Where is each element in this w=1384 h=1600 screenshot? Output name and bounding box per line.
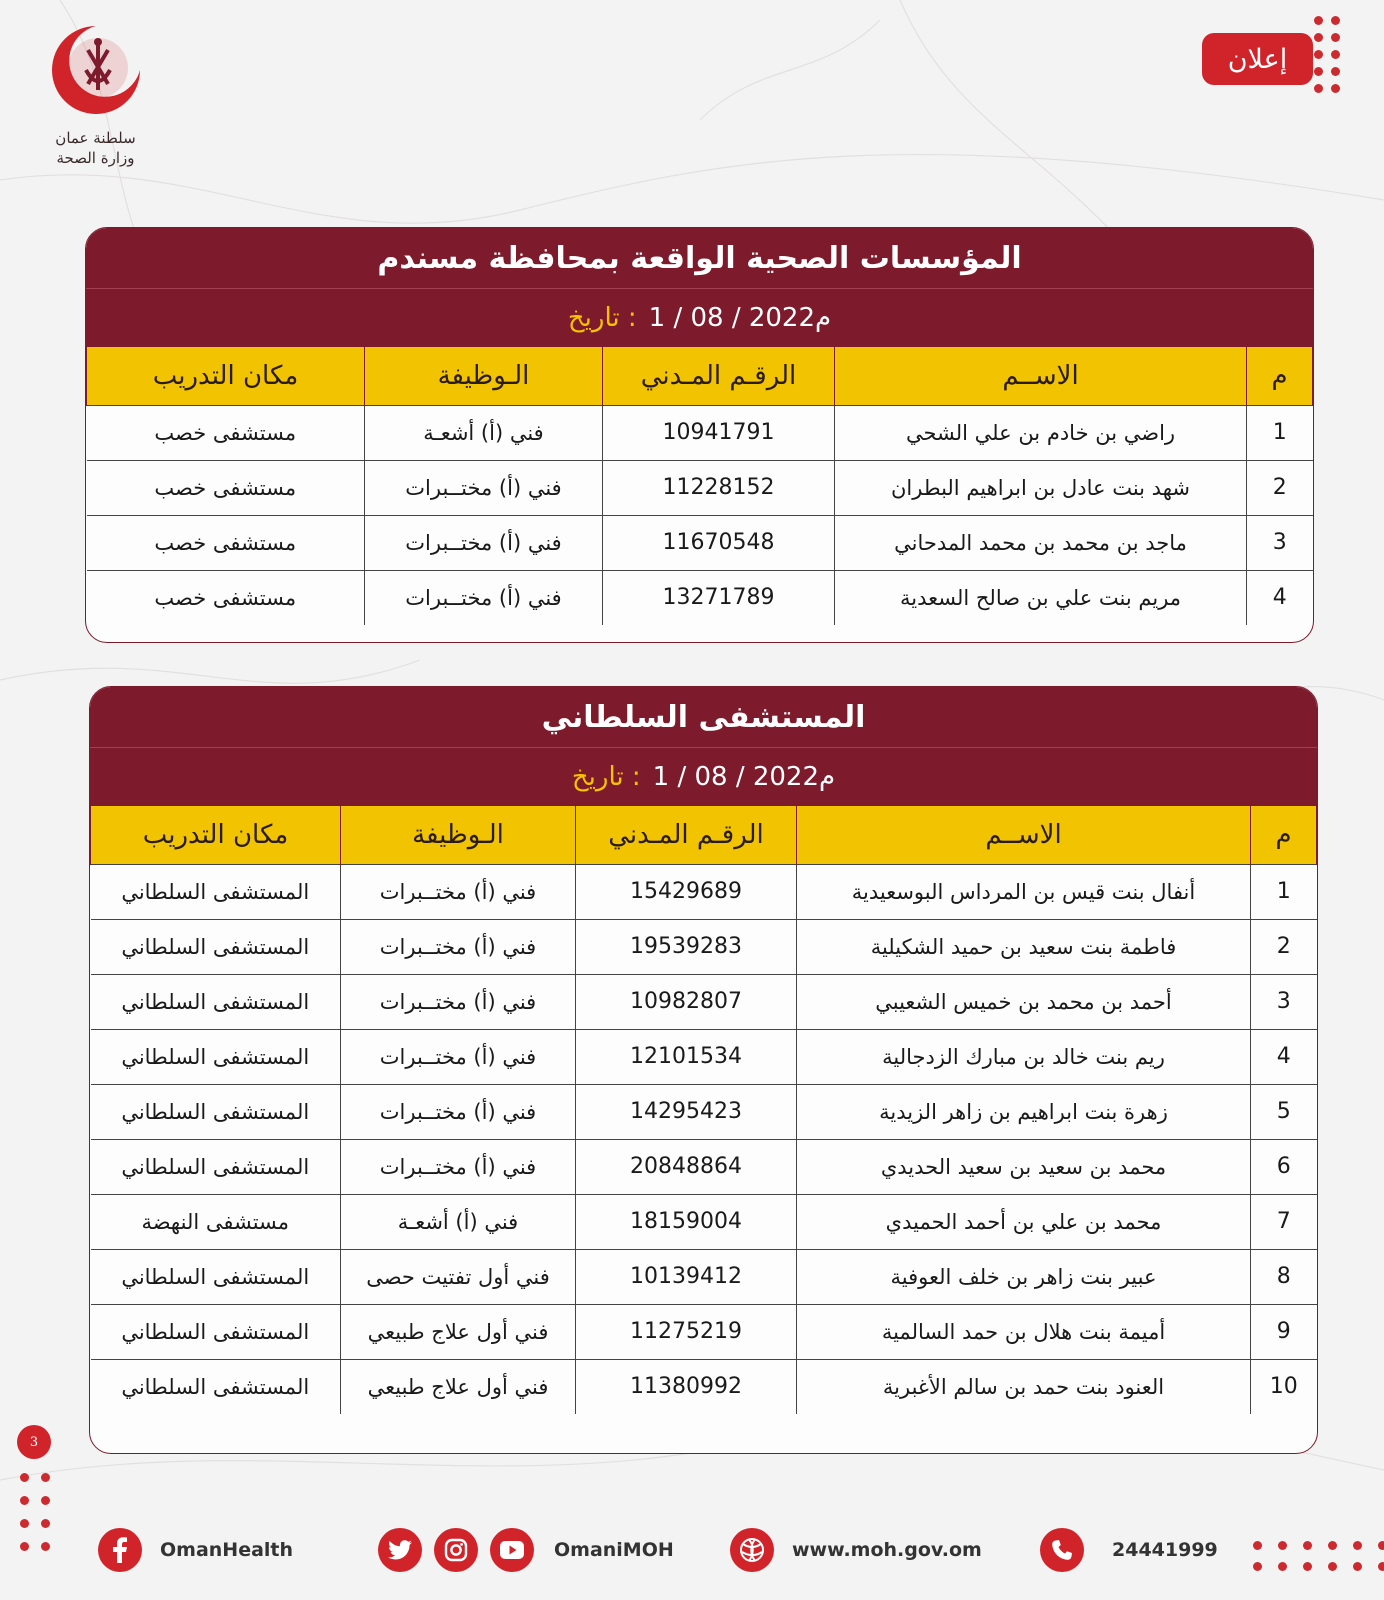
- row-number: 4: [1247, 570, 1313, 625]
- globe-icon: [730, 1528, 774, 1572]
- table-row: [87, 405, 1313, 460]
- job-title: فني (أ) أشعـة: [365, 405, 603, 460]
- training-place: المستشفى السلطاني: [91, 1359, 341, 1414]
- job-title: فني (أ) مختــبرات: [365, 460, 603, 515]
- applicant-name: أنفال بنت قيس بن المرداس البوسعيدية: [797, 864, 1251, 919]
- training-place: مستشفى خصب: [87, 570, 365, 625]
- table-row: [91, 1029, 1317, 1084]
- civil-id: 15429689: [576, 864, 797, 919]
- col-header-num: م: [1251, 806, 1317, 864]
- table-row: [91, 1194, 1317, 1249]
- civil-id: 11228152: [603, 460, 835, 515]
- dot-pattern-bottom-left: [20, 1473, 50, 1551]
- row-number: 1: [1251, 864, 1317, 919]
- civil-id: 19539283: [576, 919, 797, 974]
- applicant-name: شهد بنت عادل بن ابراهيم البطران: [835, 460, 1247, 515]
- row-number: 1: [1247, 405, 1313, 460]
- row-number: 8: [1251, 1249, 1317, 1304]
- applicant-name: محمد بن سعيد بن سعيد الحديدي: [797, 1139, 1251, 1194]
- training-place: مستشفى النهضة: [91, 1194, 341, 1249]
- job-title: فني أول تفتيت حصى: [341, 1249, 576, 1304]
- table-row: [91, 919, 1317, 974]
- row-number: 7: [1251, 1194, 1317, 1249]
- applicant-name: فاطمة بنت سعيد بن حميد الشكيلية: [797, 919, 1251, 974]
- applicant-name: أميمة بنت هلال بن حمد السالمية: [797, 1304, 1251, 1359]
- dot-pattern-bottom-right: [1253, 1541, 1384, 1571]
- applicant-name: ريم بنت خالد بن مبارك الزدجالية: [797, 1029, 1251, 1084]
- social-handle[interactable]: OmaniMOH: [554, 1539, 674, 1561]
- phone-number: 24441999: [1112, 1539, 1218, 1561]
- applicant-name: محمد بن علي بن أحمد الحميدي: [797, 1194, 1251, 1249]
- row-number: 4: [1251, 1029, 1317, 1084]
- job-title: فني (أ) مختــبرات: [341, 974, 576, 1029]
- crescent-emblem-icon: [46, 20, 146, 120]
- facebook-handle: OmanHealth: [160, 1539, 294, 1561]
- table-row: [91, 1139, 1317, 1194]
- date-label: تاريخ :: [567, 303, 637, 333]
- applicant-name: زهرة بنت ابراهيم بن زاهر الزيدية: [797, 1084, 1251, 1139]
- table-row: [91, 1304, 1317, 1359]
- job-title: فني أول علاج طبيعي: [341, 1304, 576, 1359]
- row-number: 9: [1251, 1304, 1317, 1359]
- col-header-num: م: [1247, 347, 1313, 405]
- civil-id: 20848864: [576, 1139, 797, 1194]
- youtube-icon[interactable]: [490, 1528, 534, 1572]
- civil-id: 10139412: [576, 1249, 797, 1304]
- table-row: [91, 1249, 1317, 1304]
- training-place: مستشفى خصب: [87, 515, 365, 570]
- applicant-name: راضي بن خادم بن علي الشحي: [835, 405, 1247, 460]
- phone-icon: [1040, 1528, 1084, 1572]
- civil-id: 11275219: [576, 1304, 797, 1359]
- col-header-name: الاســم: [835, 347, 1247, 405]
- civil-id: 11380992: [576, 1359, 797, 1414]
- logo-line-1: سلطنة عمان: [55, 129, 136, 147]
- table-row: [87, 460, 1313, 515]
- training-place: المستشفى السلطاني: [91, 1139, 341, 1194]
- training-place: المستشفى السلطاني: [91, 1029, 341, 1084]
- table-row: [91, 1084, 1317, 1139]
- table-row: [87, 515, 1313, 570]
- moh-logo: [28, 20, 163, 180]
- footer-phone[interactable]: [1040, 1528, 1218, 1572]
- row-number: 6: [1251, 1139, 1317, 1194]
- applicant-name: العنود بنت حمد بن سالم الأغبرية: [797, 1359, 1251, 1414]
- date-value: 1 / 08 / 2022م: [652, 762, 836, 792]
- row-number: 5: [1251, 1084, 1317, 1139]
- job-title: فني (أ) مختــبرات: [365, 515, 603, 570]
- training-place: المستشفى السلطاني: [91, 864, 341, 919]
- job-title: فني (أ) مختــبرات: [341, 919, 576, 974]
- dot-pattern-top-right: [1314, 16, 1340, 93]
- row-number: 3: [1247, 515, 1313, 570]
- date-label: تاريخ :: [571, 762, 641, 792]
- job-title: فني (أ) مختــبرات: [341, 1139, 576, 1194]
- training-place: مستشفى خصب: [87, 405, 365, 460]
- applicant-name: ماجد بن محمد بن محمد المدحاني: [835, 515, 1247, 570]
- table-header-row: [91, 806, 1317, 864]
- job-title: فني (أ) مختــبرات: [365, 570, 603, 625]
- table-card-royal-hospital: [89, 686, 1318, 1454]
- logo-line-2: وزارة الصحة: [56, 149, 135, 167]
- col-header-name: الاســم: [797, 806, 1251, 864]
- job-title: فني (أ) مختــبرات: [341, 1029, 576, 1084]
- job-title: فني أول علاج طبيعي: [341, 1359, 576, 1414]
- training-place: مستشفى خصب: [87, 460, 365, 515]
- page-number: 3: [17, 1425, 51, 1459]
- col-header-civil-id: الرقـم المـدني: [576, 806, 797, 864]
- row-number: 2: [1247, 460, 1313, 515]
- job-title: فني (أ) أشعـة: [341, 1194, 576, 1249]
- col-header-place: مكان التدريب: [91, 806, 341, 864]
- announcement-badge: إعلان: [1202, 33, 1313, 85]
- training-place: المستشفى السلطاني: [91, 974, 341, 1029]
- job-title: فني (أ) مختــبرات: [341, 864, 576, 919]
- training-place: المستشفى السلطاني: [91, 919, 341, 974]
- training-place: المستشفى السلطاني: [91, 1084, 341, 1139]
- applicant-name: عبير بنت زاهر بن خلف العوفية: [797, 1249, 1251, 1304]
- footer-website[interactable]: [730, 1528, 982, 1572]
- col-header-job: الـوظيفة: [365, 347, 603, 405]
- training-place: المستشفى السلطاني: [91, 1249, 341, 1304]
- table-row: [91, 1359, 1317, 1414]
- applicants-table: [90, 806, 1317, 1414]
- col-header-place: مكان التدريب: [87, 347, 365, 405]
- col-header-civil-id: الرقـم المـدني: [603, 347, 835, 405]
- civil-id: 10941791: [603, 405, 835, 460]
- applicant-name: مريم بنت علي بن صالح السعدية: [835, 570, 1247, 625]
- facebook-icon: [98, 1528, 142, 1572]
- table-row: [91, 864, 1317, 919]
- row-number: 2: [1251, 919, 1317, 974]
- footer-facebook[interactable]: [98, 1528, 293, 1572]
- civil-id: 18159004: [576, 1194, 797, 1249]
- row-number: 3: [1251, 974, 1317, 1029]
- col-header-job: الـوظيفة: [341, 806, 576, 864]
- job-title: فني (أ) مختــبرات: [341, 1084, 576, 1139]
- twitter-icon[interactable]: [378, 1528, 422, 1572]
- row-number: 10: [1251, 1359, 1317, 1414]
- civil-id: 14295423: [576, 1084, 797, 1139]
- footer-social: [378, 1528, 674, 1572]
- table-card-musandam: [85, 227, 1314, 643]
- applicants-table: [86, 347, 1313, 625]
- applicant-name: أحمد بن محمد بن خميس الشعيبي: [797, 974, 1251, 1029]
- table-title: المستشفى السلطاني: [90, 687, 1317, 748]
- table-row: [91, 974, 1317, 1029]
- table-date: [86, 289, 1313, 347]
- civil-id: 13271789: [603, 570, 835, 625]
- table-date: [90, 748, 1317, 806]
- civil-id: 11670548: [603, 515, 835, 570]
- table-title: المؤسسات الصحية الواقعة بمحافظة مسندم: [86, 228, 1313, 289]
- table-row: [87, 570, 1313, 625]
- civil-id: 12101534: [576, 1029, 797, 1084]
- civil-id: 10982807: [576, 974, 797, 1029]
- training-place: المستشفى السلطاني: [91, 1304, 341, 1359]
- date-value: 1 / 08 / 2022م: [648, 303, 832, 333]
- table-header-row: [87, 347, 1313, 405]
- website-url: www.moh.gov.om: [792, 1539, 982, 1561]
- instagram-icon[interactable]: [434, 1528, 478, 1572]
